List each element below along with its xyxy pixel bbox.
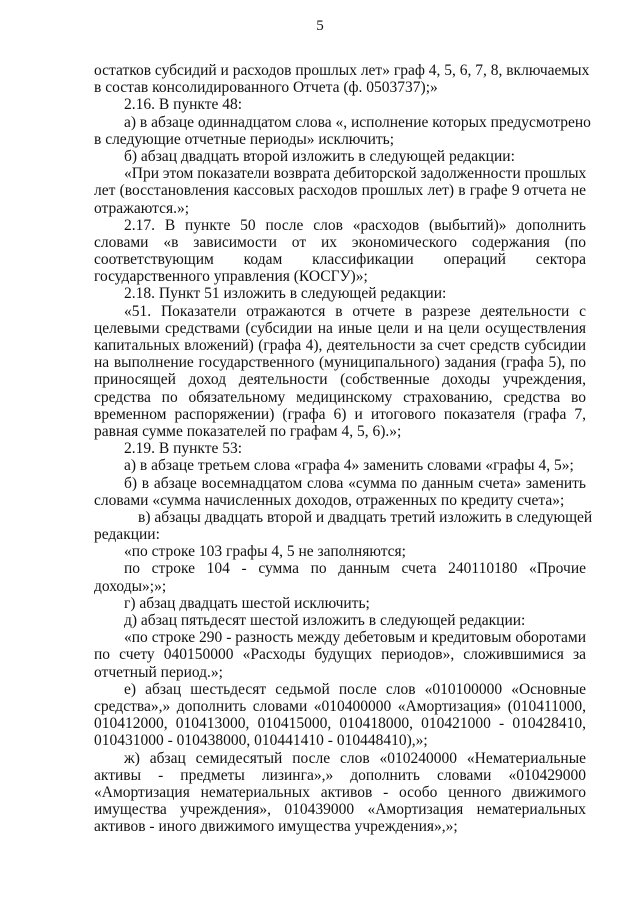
text-line: словами «сумма начисленных доходов, отраженных по кредиту счета»; (94, 491, 565, 509)
text-line: а) в абзаце одиннадцатом слова «, исполнение которых предусмотрено (124, 113, 591, 131)
text-line: словами «в зависимости от их экономического содержания (по (94, 233, 586, 251)
text-line: редакции: (94, 526, 160, 544)
text-line: равная сумме показателей по графам 4, 5, 6).»; (94, 422, 402, 440)
text-line: активы - предметы лизинга»,» дополнить словами «010429000 (94, 766, 586, 784)
text-line: средства»,» дополнить словами «010400000 «Амортизация» (010411000, (94, 697, 586, 715)
text-line: временном распоряжении) (графа 6) и итогового показателя (графа 7, (94, 405, 586, 423)
text-line: по счету 040150000 «Расходы будущих периодов», сложившимися за (94, 646, 586, 664)
text-line: а) в абзаце третьем слова «графа 4» заменить словами «графы 4, 5»; (124, 457, 574, 475)
text-line: отчетный период.»; (94, 663, 223, 681)
text-line: приносящей доход деятельности (собственные доходы учреждения, (94, 371, 586, 389)
text-line: «51. Показатели отражаются в отчете в разрезе деятельности с (124, 302, 586, 320)
text-line: б) абзац двадцать второй изложить в следующей редакции: (124, 147, 515, 165)
text-line: отражаются.»; (94, 199, 190, 217)
text-line: целевыми средствами (субсидии на иные цели и на цели осуществления (94, 319, 586, 337)
text-line: в состав консолидированного Отчета (ф. 0503737);» (94, 79, 438, 97)
text-line: 2.18. Пункт 51 изложить в следующей редакции: (124, 285, 447, 303)
text-line: г) абзац двадцать шестой исключить; (124, 594, 370, 612)
text-line: соответствующим кодам классификации операций сектора (94, 251, 586, 269)
text-line: д) абзац пятьдесят шестой изложить в следующей редакции: (124, 612, 526, 629)
text-line: лет (восстановления кассовых расходов прошлых лет) в графе 9 отчета не (94, 182, 586, 200)
text-line: по строке 104 - сумма по данным счета 240110180 «Прочие (124, 560, 586, 578)
page-number: 5 (316, 18, 324, 34)
document-body (94, 62, 593, 836)
text-line: 2.16. В пункте 48: (124, 96, 243, 114)
text-line: доходы»;»; (94, 577, 167, 595)
text-line: в) абзацы двадцать второй и двадцать третий изложить в следующей (138, 508, 593, 526)
text-line: государственного управления (КОСГУ)»; (94, 268, 368, 286)
text-line: остатков субсидий и расходов прошлых лет» граф 4, 5, 6, 7, 8, включаемых (94, 62, 590, 79)
text-line: в следующие отчетные периоды» исключить; (94, 130, 395, 148)
text-line: 010431000 - 010438000, 010441410 - 010448410),»; (94, 732, 428, 750)
text-line: 2.17. В пункте 50 после слов «расходов (выбытий)» дополнить (124, 216, 586, 234)
text-line: «по строке 103 графы 4, 5 не заполняются; (124, 543, 406, 561)
text-line: активов - иного движимого имущества учреждения»,»; (94, 818, 458, 836)
text-line: ж) абзац семидесятый после слов «010240000 «Нематериальные (124, 749, 586, 767)
text-line: е) абзац шестьдесят седьмой после слов «010100000 «Основные (124, 680, 586, 698)
text-line: имущества учреждения», 010439000 «Амортизация нематериальных (94, 801, 586, 819)
text-line: 2.19. В пункте 53: (124, 440, 243, 458)
text-line: «При этом показатели возврата дебиторской задолженности прошлых (124, 165, 587, 183)
text-line: б) в абзаце восемнадцатом слова «сумма по данным счета» заменить (124, 474, 586, 492)
text-line: «по строке 290 - разность между дебетовым и кредитовым оборотами (124, 629, 586, 647)
text-line: капитальных вложений) (графа 4), деятельности за счет средств субсидии (94, 337, 586, 354)
text-line: 010412000, 010413000, 010415000, 010418000, 010421000 - 010428410, (94, 715, 586, 733)
text-line: на выполнение государственного (муниципального) задания (графа 5), по (94, 354, 586, 372)
text-line: «Амортизация нематериальных активов - особо ценного движимого (94, 783, 586, 801)
text-line: средства по обязательному медицинскому страхованию, средства во (94, 388, 586, 406)
